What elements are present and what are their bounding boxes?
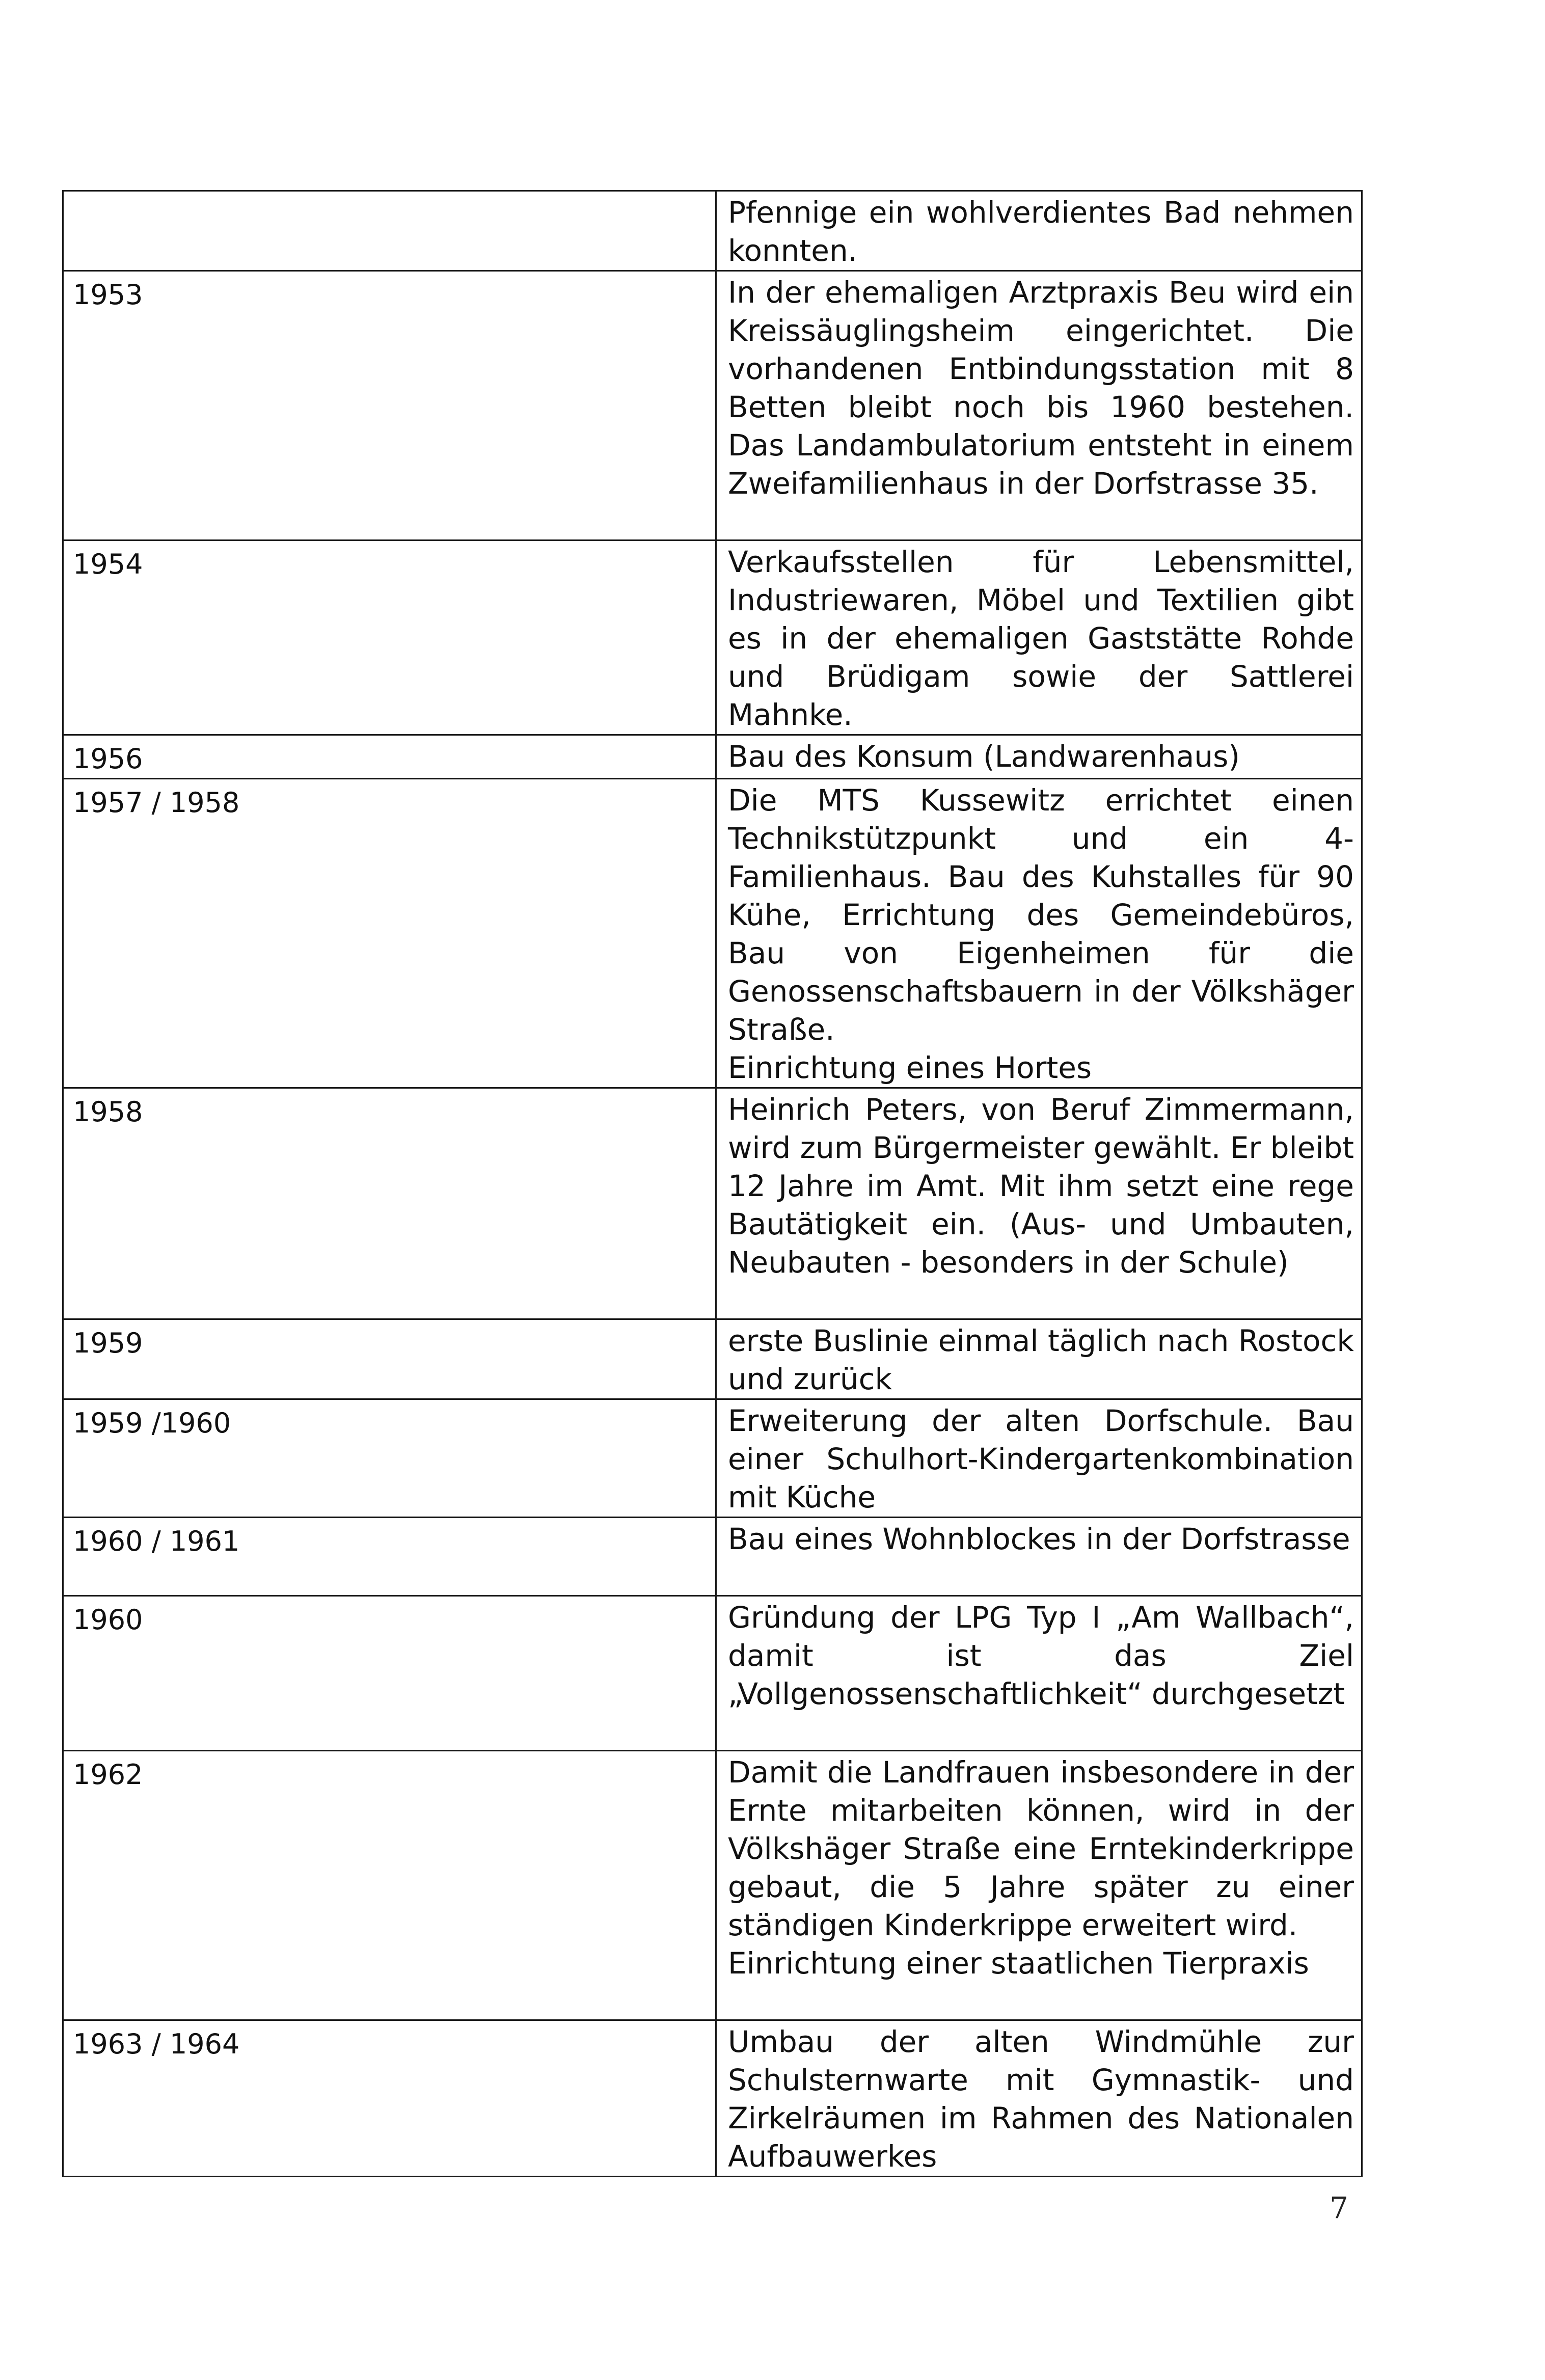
event-cell — [716, 1399, 1362, 1518]
table-row — [63, 1751, 1362, 2020]
year-cell: 1953 — [63, 271, 716, 540]
year-cell: 1963 / 1964 — [63, 2020, 716, 2177]
event-cell — [716, 1088, 1362, 1319]
event-text: Bau des Konsum (Landwarenhaus) — [728, 739, 1240, 774]
event-text: Pfennige ein wohlverdientes Bad nehmen konnten. — [728, 195, 1354, 268]
year-cell: 1957 / 1958 — [63, 779, 716, 1088]
table-row — [63, 191, 1362, 271]
year-cell: 1958 — [63, 1088, 716, 1319]
event-text: erste Buslinie einmal täglich nach Rostock und zurück — [728, 1323, 1354, 1396]
event-cell — [716, 735, 1362, 779]
year-cell: 1960 — [63, 1596, 716, 1751]
event-text: Umbau der alten Windmühle zur Schulsternwarte mit Gymnastik- und Zirkelräumen im Rahmen des Nationalen Aufbauwerkes — [728, 2024, 1354, 2174]
event-text: Verkaufsstellen für Lebensmittel, Industriewaren, Möbel und Textilien gibt es in der ehemaligen Gaststätte Rohde und Brüdigam sowie der Sattlerei Mahnke. — [728, 545, 1354, 732]
table-row — [63, 1399, 1362, 1518]
event-cell — [716, 1518, 1362, 1596]
event-cell — [716, 1751, 1362, 2020]
event-text: Gründung der LPG Typ I „Am Wallbach“, damit ist das Ziel „Vollgenossenschaftlichkeit“ durchgesetzt — [728, 1600, 1354, 1711]
event-text: Damit die Landfrauen insbesondere in der Ernte mitarbeiten können, wird in der Völkshäger Straße eine Erntekinderkrippe gebaut, die 5 Jahre später zu einer ständigen Kinderkrippe erweitert wird. Einrichtung einer staatlichen Tierpraxis — [728, 1755, 1354, 1981]
event-text: Heinrich Peters, von Beruf Zimmermann, wird zum Bürgermeister gewählt. Er bleibt 12 Jahre im Amt. Mit ihm setzt eine rege Bautätigkeit ein. (Aus- und Umbauten, Neubauten - besonders in der Schule) — [728, 1092, 1354, 1280]
year-cell: 1956 — [63, 735, 716, 779]
table-row — [63, 1518, 1362, 1596]
event-text: In der ehemaligen Arztpraxis Beu wird ein Kreissäuglingsheim eingerichtet. Die vorhandenen Entbindungsstation mit 8 Betten bleibt noch bis 1960 bestehen. Das Landambulatorium entsteht in einem Zweifamilienhaus in der Dorfstrasse 35. — [728, 275, 1354, 501]
event-cell — [716, 271, 1362, 540]
table-row — [63, 1088, 1362, 1319]
year-cell: 1959 — [63, 1319, 716, 1399]
event-text: Bau eines Wohnblockes in der Dorfstrasse — [728, 1522, 1350, 1556]
chronicle-table — [62, 190, 1363, 2177]
table-row — [63, 779, 1362, 1088]
table-row — [63, 1596, 1362, 1751]
event-cell — [716, 540, 1362, 735]
table-row — [63, 540, 1362, 735]
event-cell — [716, 1596, 1362, 1751]
page-number: 7 — [1330, 2190, 1348, 2225]
table-row — [63, 1319, 1362, 1399]
year-cell: 1960 / 1961 — [63, 1518, 716, 1596]
event-cell — [716, 1319, 1362, 1399]
year-cell: 1959 /1960 — [63, 1399, 716, 1518]
event-text: Die MTS Kussewitz errichtet einen Technikstützpunkt und ein 4-Familienhaus. Bau des Kuhstalles für 90 Kühe, Errichtung des Gemeindebüros, Bau von Eigenheimen für die Genossenschaftsbauern in der Völkshäger Straße. Einrichtung eines Hortes — [728, 783, 1354, 1085]
table-row — [63, 271, 1362, 540]
event-text: Erweiterung der alten Dorfschule. Bau einer Schulhort-Kindergartenkombination mit Küche — [728, 1403, 1354, 1514]
event-cell — [716, 2020, 1362, 2177]
event-cell — [716, 779, 1362, 1088]
event-cell — [716, 191, 1362, 271]
year-cell: 1962 — [63, 1751, 716, 2020]
year-cell — [63, 191, 716, 271]
table-row — [63, 2020, 1362, 2177]
year-cell: 1954 — [63, 540, 716, 735]
chronicle-table-body — [63, 191, 1362, 2177]
table-row — [63, 735, 1362, 779]
